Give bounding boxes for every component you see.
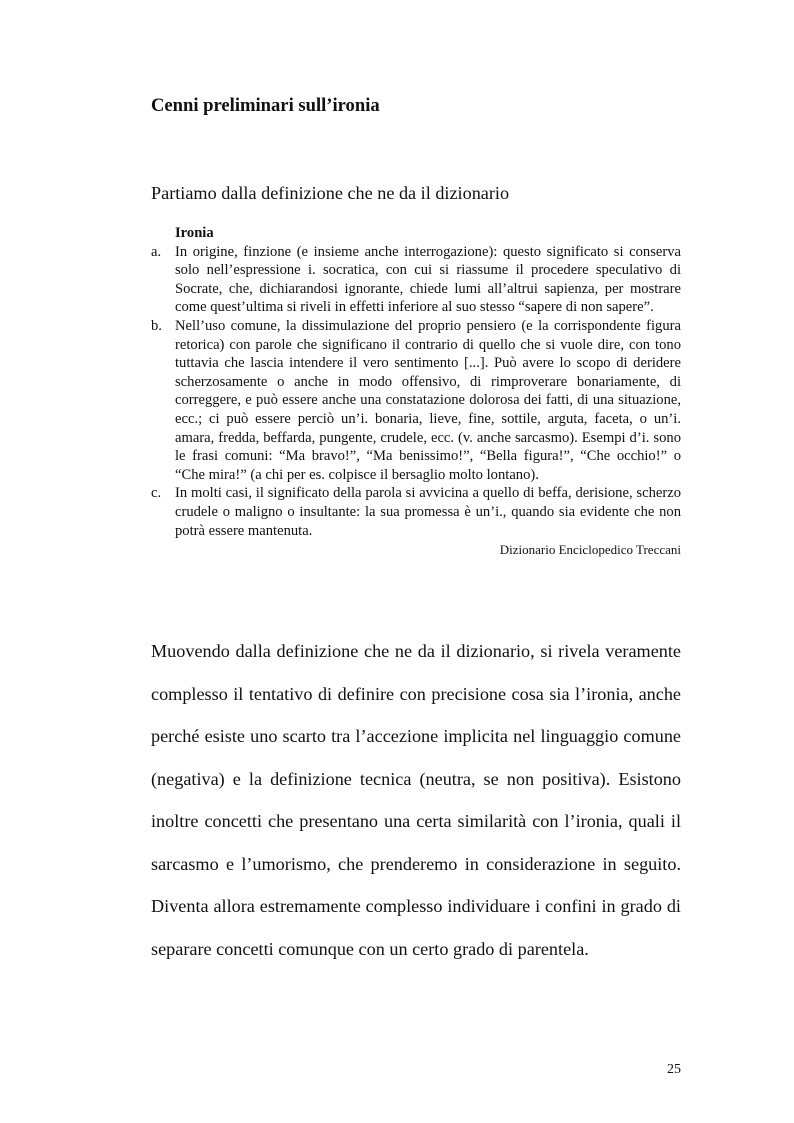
entry-marker: c. [151,485,162,502]
entry-marker: a. [151,243,162,260]
dictionary-source: Dizionario Enciclopedico Treccani [499,542,681,558]
section-title: Cenni preliminari sull’ironia [151,95,380,116]
dictionary-quote [151,224,681,560]
intro-sentence: Partiamo dalla definizione che ne da il dizionario [151,183,510,203]
entry-text: In origine, finzione (e insieme anche interrogazione): questo significato si conserva solo nell’espressione i. socratica, con cui si riassume il procedere speculativo di Socrate, che, dichiarandosi ignorante, chiede lumi all’altrui sapienza, per mostrare come quest’ultima si riveli in effetti inferiore al suo stesso “sapere di non sapere”. [175,243,681,316]
dictionary-entry-b [151,317,681,484]
entry-text: In molti casi, il significato della parola si avvicina a quello di beffa, derisione, scherzo crudele o maligno o insultante: la sua promessa è un’i., quando sia evidente che non potrà essere mantenuta. [175,485,681,539]
dictionary-entry-c [151,484,681,540]
dictionary-term: Ironia [175,225,214,241]
body-paragraph: Muovendo dalla definizione che ne da il dizionario, si rivela veramente complesso il tentativo di definire con precisione cosa sia l’ironia, anche perché esiste uno scarto tra l’accezione implicita nel linguaggio comune (negativa) e la definizione tecnica (neutra, se non positiva). Esistono inoltre concetti che presentano una certa similarità con l’ironia, quali il sarcasmo e l’umorismo, che prenderemo in considerazione in seguito. Diventa allora estremamente complesso individuare i confini in grado di separare concetti comunque con un certo grado di parentela. [151,641,681,959]
dictionary-entries [151,243,681,541]
entry-marker: b. [151,317,162,334]
page-number: 25 [667,1062,681,1077]
entry-text: Nell’uso comune, la dissimulazione del proprio pensiero (e la corrispondente figura retorica) con parole che significano il contrario di quello che si vuole dire, con tono tuttavia che lascia intendere il vero sentimento [...]. Può avere lo scopo di deridere scherzosamente o anche in modo offensivo, di rimproverare bonariamente, di correggere, e può essere anche una constatazione dolorosa dei fatti, di una situazione, ecc.; ci può essere perciò un’i. bonaria, lieve, fine, sottile, arguta, faceta, o un’i. amara, fredda, beffarda, pungente, crudele, ecc. (v. anche sarcasmo). Esempi d’i. sono le frasi comuni: “Ma bravo!”, “Ma benissimo!”, “Bella figura!”, “Che occhio!” o “Che mira!” (a chi per es. colpisce il bersaglio molto lontano). [175,317,681,483]
dictionary-entry-a [151,243,681,317]
